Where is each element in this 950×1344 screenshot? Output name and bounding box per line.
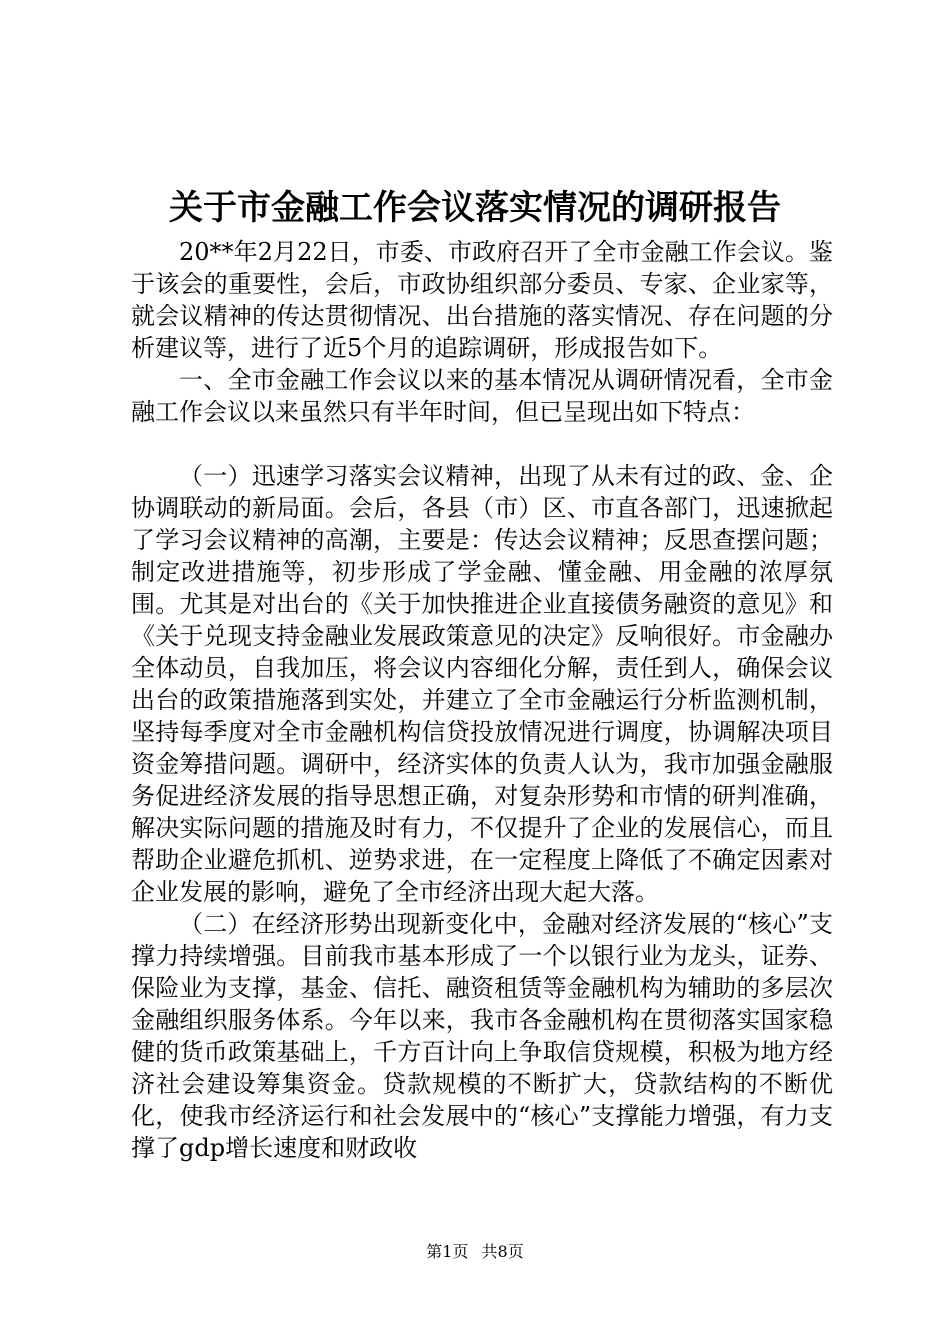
page-total: 共8页 <box>481 1242 524 1261</box>
document-body <box>131 236 833 1164</box>
page-number: 第1页 <box>426 1242 469 1261</box>
page-footer <box>0 1240 950 1264</box>
document-title: 关于市金融工作会议落实情况的调研报告 <box>169 188 781 228</box>
paragraph-intro: 20**年2月22日，市委、市政府召开了全市金融工作会议。鉴于该会的重要性，会后，市政协组织部分委员、专家、企业家等，就会议精神的传达贯彻情况、出台措施的落实情况、存在问题的分析建议等，进行了近5个月的追踪调研，形成报告如下。 <box>131 238 833 362</box>
paragraph-point-two: （二）在经济形势出现新变化中，金融对经济发展的“核心”支撑力持续增强。目前我市基本形成了一个以银行业为龙头，证券、保险业为支撑，基金、信托、融资租赁等金融机构为辅助的多层次金融组织服务体系。今年以来，我市各金融机构在贯彻落实国家稳健的货币政策基础上，千方百计向上争取信贷规模，积极为地方经济社会建设筹集资金。贷款规模的不断扩大，贷款结构的不断优化，使我市经济运行和社会发展中的“核心”支撑能力增强，有力支撑了gdp增长速度和财政收 <box>131 910 833 1162</box>
paragraph-section-one: 一、全市金融工作会议以来的基本情况从调研情况看，全市金融工作会议以来虽然只有半年时间，但已呈现出如下特点： <box>131 366 833 426</box>
paragraph-point-one: （一）迅速学习落实会议精神，出现了从未有过的政、金、企协调联动的新局面。会后，各县（市）区、市直各部门，迅速掀起了学习会议精神的高潮，主要是：传达会议精神；反思查摆问题；制定改进措施等，初步形成了学金融、懂金融、用金融的浓厚氛围。尤其是对出台的《关于加快推进企业直接债务融资的意见》和《关于兑现支持金融业发展政策意见的决定》反响很好。市金融办全体动员，自我加压，将会议内容细化分解，责任到人，确保会议出台的政策措施落到实处，并建立了全市金融运行分析监测机制，坚持每季度对全市金融机构信贷投放情况进行调度，协调解决项目资金筹措问题。调研中，经济实体的负责人认为，我市加强金融服务促进经济发展的指导思想正确，对复杂形势和市情的研判准确，解决实际问题的措施及时有力，不仅提升了企业的发展信心，而且帮助企业避危抓机、逆势求进，在一定程度上降低了不确定因素对企业发展的影响，避免了全市经济出现大起大落。 <box>131 462 833 906</box>
